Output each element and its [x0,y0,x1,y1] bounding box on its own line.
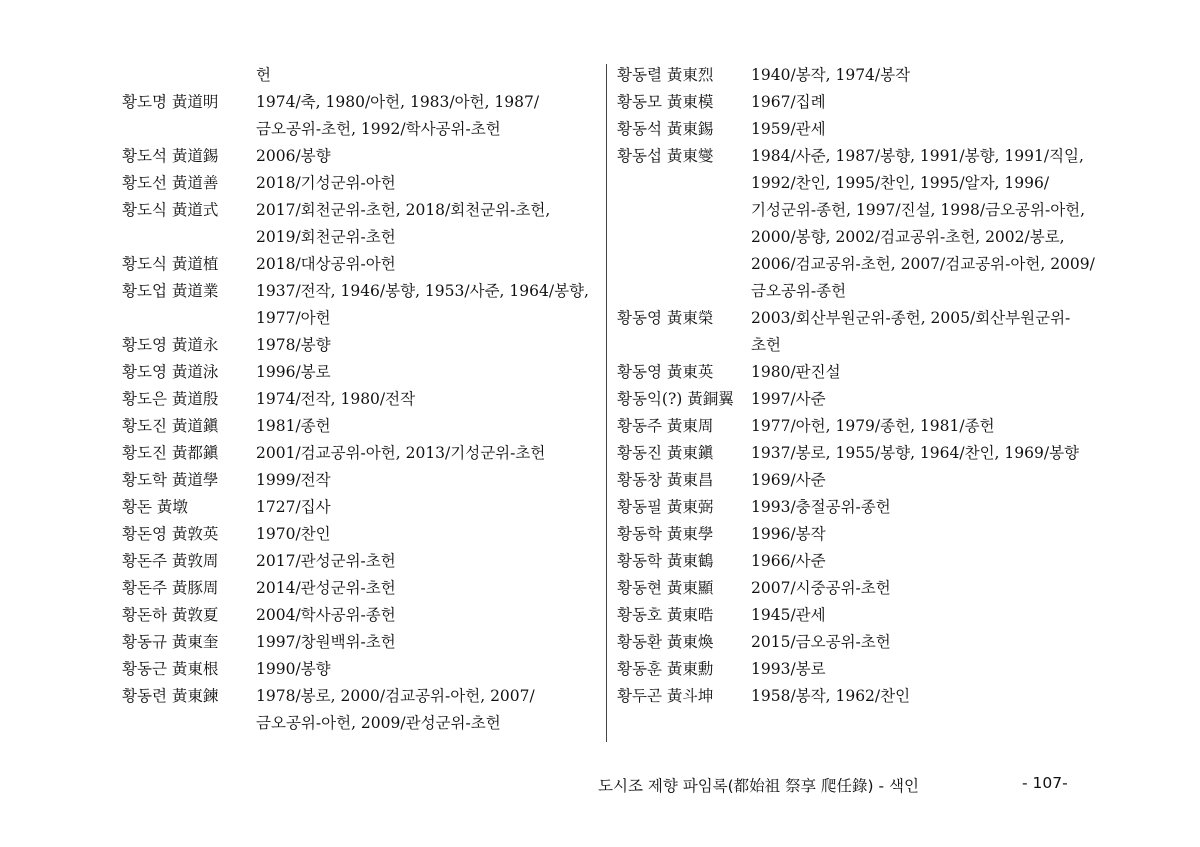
entry-name: 황도학 黃道學 [122,471,219,489]
index-entry [122,548,594,575]
index-entry [617,386,1097,413]
entry-records: 1978/봉향 [256,336,331,354]
index-entry [122,494,594,521]
entry-records: 2015/금오공위-초헌 [751,633,891,651]
entry-records: 1977/아헌, 1979/종헌, 1981/종헌 [751,417,995,435]
entry-records: 1978/봉로, 2000/검교공위-아헌, 2007/금오공위-아헌, 2009/관성군위-초헌 [256,687,535,732]
index-entry [617,548,1097,575]
index-entry [122,278,594,332]
column-divider [606,64,607,742]
entry-records: 1980/판진설 [751,363,841,381]
entry-records: 1959/관세 [751,120,826,138]
entry-records: 1727/집사 [256,498,331,516]
entry-records: 1940/봉작, 1974/봉작 [751,66,911,84]
entry-name: 황동섭 黃東燮 [617,147,714,165]
entry-name: 황도은 黃道殷 [122,390,219,408]
index-entry [122,575,594,602]
entry-records: 1984/사준, 1987/봉향, 1991/봉향, 1991/직일, 1992/찬인, 1995/찬인, 1995/알자, 1996/기성군위-종헌, 1997/진설, 1998/금오공위-아헌, 2000/봉향, 2002/검교공위-초헌, 2002/봉로, 2006/검교공위-초헌, 2007/검교공위-아헌, 2009/금오공위-종헌 [751,147,1095,300]
entry-records: 1997/사준 [751,390,826,408]
entry-records: 헌 [256,66,271,84]
entry-name: 황동학 黃東學 [617,525,714,543]
entry-name: 황동련 黃東鍊 [122,687,219,705]
index-entry [617,305,1097,359]
entry-records: 2017/회천군위-초헌, 2018/회천군위-초헌, 2019/회천군위-초헌 [256,201,551,246]
index-entry [122,602,594,629]
entry-name: 황도석 黃道錫 [122,147,219,165]
entry-records: 1974/축, 1980/아헌, 1983/아헌, 1987/금오공위-초헌, 1992/학사공위-초헌 [256,93,540,138]
entry-name: 황동필 黃東弼 [617,498,714,516]
entry-records: 2003/회산부원군위-종헌, 2005/회산부원군위-초헌 [751,309,1071,354]
index-entry [122,143,594,170]
entry-name: 황도식 黃道式 [122,201,219,219]
entry-name: 황도명 黃道明 [122,93,219,111]
entry-records: 2018/기성군위-아헌 [256,174,396,192]
entry-records: 1958/봉작, 1962/찬인 [751,687,911,705]
index-entry [122,413,594,440]
index-entry [617,602,1097,629]
entry-records: 2001/검교공위-아헌, 2013/기성군위-초헌 [256,444,546,462]
entry-records: 2017/관성군위-초헌 [256,552,396,570]
entry-records: 1970/찬인 [256,525,331,543]
index-entry [122,656,594,683]
entry-name: 황동렬 黃東烈 [617,66,714,84]
index-entry [122,251,594,278]
entry-records: 1993/봉로 [751,660,826,678]
entry-name: 황동창 黃東昌 [617,471,714,489]
entry-name: 황동모 黃東模 [617,93,714,111]
entry-name: 황동환 黃東煥 [617,633,714,651]
entry-name: 황동영 黃東英 [617,363,714,381]
index-entry [122,89,594,143]
index-entry [617,413,1097,440]
index-entry [617,440,1097,467]
right-index-column [617,62,1097,710]
index-entry [617,629,1097,656]
running-footer-title: 도시조 제향 파임록(都始祖 祭享 爬任錄) - 색인 [598,777,919,795]
index-entry [617,89,1097,116]
entry-records: 2007/시중공위-초헌 [751,579,891,597]
index-entry [122,332,594,359]
left-index-column [122,62,594,737]
entry-records: 1999/전작 [256,471,331,489]
entry-name: 황두곤 黃斗坤 [617,687,714,705]
index-entry [617,116,1097,143]
entry-records: 1966/사준 [751,552,826,570]
index-entry [617,521,1097,548]
entry-records: 1937/봉로, 1955/봉향, 1964/찬인, 1969/봉향 [751,444,1080,462]
entry-records: 1967/집례 [751,93,826,111]
index-entry [617,359,1097,386]
entry-records: 1997/창원백위-초헌 [256,633,396,651]
entry-name: 황동훈 黃東勳 [617,660,714,678]
index-entry [122,386,594,413]
index-entry [617,143,1097,305]
entry-records: 2014/관성군위-초헌 [256,579,396,597]
entry-records: 1945/관세 [751,606,826,624]
entry-name: 황도영 黃道永 [122,336,219,354]
index-entry [122,170,594,197]
entry-records: 1996/봉로 [256,363,331,381]
entry-records: 2004/학사공위-종헌 [256,606,396,624]
entry-name: 황도영 黃道泳 [122,363,219,381]
entry-name: 황동규 黃東奎 [122,633,219,651]
entry-name: 황동근 黃東根 [122,660,219,678]
index-entry [617,467,1097,494]
index-entry [617,575,1097,602]
entry-name: 황동석 黃東錫 [617,120,714,138]
entry-records: 1996/봉작 [751,525,826,543]
entry-name: 황돈주 黃豚周 [122,579,219,597]
entry-name: 황도선 黃道善 [122,174,219,192]
index-entry [617,494,1097,521]
index-entry [122,62,594,89]
entry-records: 1937/전작, 1946/봉향, 1953/사준, 1964/봉향, 1977/아헌 [256,282,589,327]
entry-records: 1969/사준 [751,471,826,489]
index-entry [122,197,594,251]
index-entry [122,440,594,467]
entry-records: 2006/봉향 [256,147,331,165]
entry-name: 황동현 黃東顯 [617,579,714,597]
entry-records: 1993/충절공위-종헌 [751,498,891,516]
entry-name: 황도진 黃都鎭 [122,444,219,462]
entry-name: 황돈하 黃敦夏 [122,606,219,624]
index-entry [122,683,594,737]
entry-name: 황동주 黃東周 [617,417,714,435]
entry-name: 황돈주 黃敦周 [122,552,219,570]
entry-name: 황동진 黃東鎭 [617,444,714,462]
index-entry [122,521,594,548]
index-entry [617,62,1097,89]
entry-name: 황돈영 黃敦英 [122,525,219,543]
index-entry [617,656,1097,683]
entry-name: 황동영 黃東榮 [617,309,714,327]
page-number: - 107- [1022,774,1068,792]
entry-name: 황동익(?) 黃銅翼 [617,390,734,408]
entry-records: 1990/봉향 [256,660,331,678]
entry-name: 황도업 黃道業 [122,282,219,300]
entry-name: 황돈 黃墩 [122,498,188,516]
entry-records: 1981/종헌 [256,417,331,435]
entry-name: 황도식 黃道植 [122,255,219,273]
entry-name: 황동호 黃東晧 [617,606,714,624]
entry-name: 황도진 黃道鎭 [122,417,219,435]
index-entry [122,629,594,656]
index-entry [122,359,594,386]
entry-records: 1974/전작, 1980/전작 [256,390,416,408]
entry-name: 황동학 黃東鶴 [617,552,714,570]
entry-records: 2018/대상공위-아헌 [256,255,396,273]
index-entry [122,467,594,494]
index-entry [617,683,1097,710]
